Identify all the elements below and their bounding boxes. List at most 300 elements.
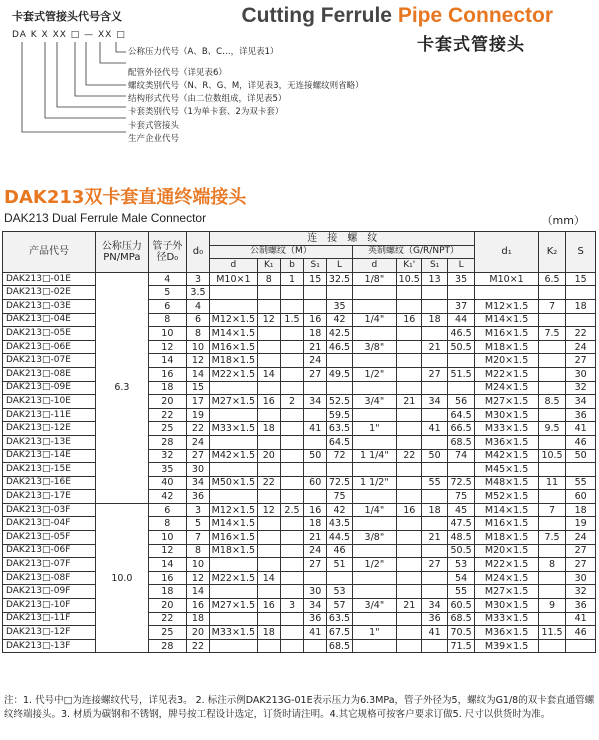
table-row — [3, 449, 596, 463]
cell-d1 — [475, 286, 538, 300]
cell-s: 60 — [566, 490, 596, 504]
cell-d1: M16×1.5 — [475, 517, 538, 531]
cell-s: 36 — [566, 599, 596, 613]
cell-s: 15 — [566, 272, 596, 286]
cell-s1: 21 — [304, 531, 327, 545]
cell-d1: M24×1.5 — [475, 381, 538, 395]
cell-code: DAK213□-09F — [3, 585, 96, 599]
cell-d1: M52×1.5 — [475, 490, 538, 504]
cell-l: 72 — [327, 449, 352, 463]
table-row — [3, 340, 596, 354]
cell-l: 42 — [327, 503, 352, 517]
cell-k1-imp — [397, 299, 422, 313]
cell-k1: 16 — [257, 395, 280, 409]
cell-k2 — [538, 612, 565, 626]
cell-k2 — [538, 585, 565, 599]
table-row — [3, 558, 596, 572]
table-row — [3, 517, 596, 531]
cell-thread-d-imp: 1/2" — [352, 367, 396, 381]
cell-l-imp: 68.5 — [447, 435, 475, 449]
cell-d0: 10 — [186, 558, 209, 572]
section-subtitle: DAK213 Dual Ferrule Male Connector — [4, 211, 207, 225]
cell-tube-od: 22 — [148, 408, 186, 422]
cell-thread-d-imp: 1" — [352, 422, 396, 436]
table-row — [3, 626, 596, 640]
col-thread-header: 连 接 螺 纹 — [210, 232, 475, 246]
cell-thread-d — [210, 490, 258, 504]
cell-k2: 9.5 — [538, 422, 565, 436]
cell-b — [280, 435, 303, 449]
cell-d0: 34 — [186, 476, 209, 490]
cell-l-imp — [447, 381, 475, 395]
cell-code: DAK213□-01E — [3, 272, 96, 286]
cell-thread-d-imp — [352, 286, 396, 300]
cell-k1 — [257, 340, 280, 354]
cell-s: 24 — [566, 531, 596, 545]
cell-k2: 11.5 — [538, 626, 565, 640]
cell-l: 32.5 — [327, 272, 352, 286]
cell-b — [280, 612, 303, 626]
cell-thread-d-imp: 1" — [352, 626, 396, 640]
cell-thread-d: M14×1.5 — [210, 327, 258, 341]
cell-s1-imp: 41 — [422, 626, 447, 640]
cell-k2: 6.5 — [538, 272, 565, 286]
cell-s1 — [304, 463, 327, 477]
cell-thread-d-imp: 1/4" — [352, 503, 396, 517]
cell-d1: M20×1.5 — [475, 544, 538, 558]
cell-b — [280, 490, 303, 504]
cell-s1-imp — [422, 299, 447, 313]
cell-l-imp: 50.5 — [447, 340, 475, 354]
col-d-imp-header: d — [352, 259, 396, 273]
cell-k2: 9 — [538, 599, 565, 613]
cell-s1: 18 — [304, 517, 327, 531]
cell-k2: 7 — [538, 503, 565, 517]
cell-l — [327, 354, 352, 368]
cell-tube-od: 5 — [148, 286, 186, 300]
cell-s1-imp: 50 — [422, 449, 447, 463]
cell-d1: M12×1.5 — [475, 299, 538, 313]
cell-k2: 8 — [538, 558, 565, 572]
cell-b: 3 — [280, 599, 303, 613]
cell-l-imp: 74 — [447, 449, 475, 463]
cell-b — [280, 367, 303, 381]
cell-b — [280, 626, 303, 640]
cell-k2: 11 — [538, 476, 565, 490]
cell-thread-d-imp: 1 1/2" — [352, 476, 396, 490]
cell-k1: 18 — [257, 626, 280, 640]
cell-code: DAK213□-08F — [3, 571, 96, 585]
legend-item: 生产企业代号 — [128, 134, 180, 144]
cell-s1-imp — [422, 286, 447, 300]
cell-s1-imp — [422, 381, 447, 395]
cell-thread-d-imp: 3/8" — [352, 340, 396, 354]
cell-thread-d-imp — [352, 327, 396, 341]
cell-tube-od: 42 — [148, 490, 186, 504]
cell-s: 32 — [566, 585, 596, 599]
cell-thread-d — [210, 286, 258, 300]
cell-code: DAK213□-09E — [3, 381, 96, 395]
cell-s1: 34 — [304, 599, 327, 613]
cell-tube-od: 8 — [148, 517, 186, 531]
cell-s — [566, 286, 596, 300]
cell-b — [280, 340, 303, 354]
cell-l: 67.5 — [327, 626, 352, 640]
cell-k1 — [257, 435, 280, 449]
cell-s: 30 — [566, 571, 596, 585]
cell-thread-d — [210, 639, 258, 653]
col-k2-header: K₂ — [538, 232, 565, 273]
cell-d0: 14 — [186, 367, 209, 381]
cell-k1 — [257, 463, 280, 477]
cell-d0: 12 — [186, 571, 209, 585]
cell-b — [280, 544, 303, 558]
footnote: 注：1. 代号中□为连接螺纹代号，详见表3。 2. 标注示例DAK213G-01E表示压力为6.3MPa，管子外径为5，螺纹为G1/8的双卡套直通管螺纹终端接头。3. 材质为碳钢和不锈钢，牌号按工程设计选定，订货时请注明。4.其它规格可按客户要求订做5. 尺寸以供货时为准。 — [4, 695, 595, 720]
cell-code: DAK213□-15E — [3, 463, 96, 477]
cell-k2: 7.5 — [538, 531, 565, 545]
cell-l — [327, 571, 352, 585]
table-row — [3, 544, 596, 558]
cell-thread-d-imp — [352, 354, 396, 368]
cell-d1: M14×1.5 — [475, 313, 538, 327]
cell-s1 — [304, 299, 327, 313]
cell-tube-od: 14 — [148, 558, 186, 572]
cell-tube-od: 18 — [148, 381, 186, 395]
cell-s1: 50 — [304, 449, 327, 463]
cell-l-imp: 64.5 — [447, 408, 475, 422]
cell-l-imp: 46.5 — [447, 327, 475, 341]
cell-l-imp: 44 — [447, 313, 475, 327]
cell-d1: M10×1 — [475, 272, 538, 286]
cell-b — [280, 531, 303, 545]
cell-d1: M42×1.5 — [475, 449, 538, 463]
cell-thread-d-imp: 3/4" — [352, 395, 396, 409]
cell-k1 — [257, 517, 280, 531]
cell-d0: 24 — [186, 435, 209, 449]
table-row — [3, 313, 596, 327]
cell-k2: 7.5 — [538, 327, 565, 341]
table-row — [3, 381, 596, 395]
cell-code: DAK213□-08E — [3, 367, 96, 381]
cell-l-imp: 35 — [447, 272, 475, 286]
table-row — [3, 408, 596, 422]
cell-l: 44.5 — [327, 531, 352, 545]
cell-thread-d-imp — [352, 585, 396, 599]
brand-title — [241, 4, 553, 28]
cell-s — [566, 639, 596, 653]
cell-k1 — [257, 612, 280, 626]
cell-s1 — [304, 571, 327, 585]
cell-tube-od: 20 — [148, 395, 186, 409]
cell-d0: 10 — [186, 340, 209, 354]
cell-d1: M24×1.5 — [475, 571, 538, 585]
cell-s1 — [304, 381, 327, 395]
cell-k1-imp — [397, 531, 422, 545]
cell-code: DAK213□-06E — [3, 340, 96, 354]
table-row — [3, 299, 596, 313]
cell-l-imp: 72.5 — [447, 476, 475, 490]
legend-item: 公称压力代号（A、B、C…，详见表1） — [128, 47, 279, 57]
cell-k1-imp — [397, 286, 422, 300]
cell-b — [280, 449, 303, 463]
cell-d0: 16 — [186, 599, 209, 613]
cell-b: 2 — [280, 395, 303, 409]
cell-s1-imp: 18 — [422, 313, 447, 327]
cell-k1: 8 — [257, 272, 280, 286]
cell-d1: M30×1.5 — [475, 408, 538, 422]
cell-tube-od: 35 — [148, 463, 186, 477]
cell-l: 63.5 — [327, 612, 352, 626]
cell-l-imp: 45 — [447, 503, 475, 517]
cell-thread-d — [210, 435, 258, 449]
cell-d0: 3.5 — [186, 286, 209, 300]
cell-tube-od: 18 — [148, 585, 186, 599]
cell-k1-imp — [397, 422, 422, 436]
cell-thread-d — [210, 612, 258, 626]
cell-d0: 8 — [186, 544, 209, 558]
table-row — [3, 463, 596, 477]
cell-l-imp: 55 — [447, 585, 475, 599]
cell-s: 30 — [566, 367, 596, 381]
cell-tube-od: 14 — [148, 354, 186, 368]
cell-s1 — [304, 435, 327, 449]
cell-k1 — [257, 585, 280, 599]
cell-thread-d: M16×1.5 — [210, 531, 258, 545]
cell-thread-d: M18×1.5 — [210, 354, 258, 368]
cell-k2 — [538, 435, 565, 449]
cell-k1 — [257, 490, 280, 504]
cell-k1 — [257, 531, 280, 545]
cell-s1-imp: 41 — [422, 422, 447, 436]
cell-l: 46 — [327, 544, 352, 558]
cell-d0: 7 — [186, 531, 209, 545]
cell-k1-imp — [397, 367, 422, 381]
cell-l-imp: 66.5 — [447, 422, 475, 436]
cell-k1-imp — [397, 612, 422, 626]
cell-k1 — [257, 354, 280, 368]
cell-s1 — [304, 408, 327, 422]
cell-s1: 27 — [304, 558, 327, 572]
cell-b: 1.5 — [280, 313, 303, 327]
table-row — [3, 503, 596, 517]
cell-thread-d-imp — [352, 490, 396, 504]
cell-d0: 27 — [186, 449, 209, 463]
cell-thread-d: M33×1.5 — [210, 422, 258, 436]
brand-prefix: Cutting Ferrule — [241, 4, 398, 27]
cell-l: 68.5 — [327, 639, 352, 653]
cell-s: 41 — [566, 612, 596, 626]
cell-d0: 18 — [186, 612, 209, 626]
cell-d0: 3 — [186, 272, 209, 286]
cell-b — [280, 354, 303, 368]
cell-s: 36 — [566, 408, 596, 422]
cell-l: 35 — [327, 299, 352, 313]
cell-s: 32 — [566, 381, 596, 395]
col-l-imp-header: L — [447, 259, 475, 273]
table-row — [3, 435, 596, 449]
cell-l — [327, 381, 352, 395]
cell-thread-d-imp — [352, 463, 396, 477]
cell-l: 42.5 — [327, 327, 352, 341]
cell-d0: 6 — [186, 313, 209, 327]
cell-d1: M18×1.5 — [475, 531, 538, 545]
cell-tube-od: 32 — [148, 449, 186, 463]
cell-s1-imp — [422, 435, 447, 449]
cell-d0: 4 — [186, 299, 209, 313]
cell-l: 53 — [327, 585, 352, 599]
cell-b — [280, 585, 303, 599]
cell-l-imp: 60.5 — [447, 599, 475, 613]
cell-d1: M36×1.5 — [475, 626, 538, 640]
cell-k1-imp — [397, 476, 422, 490]
cell-thread-d: M50×1.5 — [210, 476, 258, 490]
cell-k2: 8.5 — [538, 395, 565, 409]
cell-l-imp: 54 — [447, 571, 475, 585]
cell-l-imp: 37 — [447, 299, 475, 313]
cell-thread-d-imp: 3/8" — [352, 531, 396, 545]
cell-k1-imp: 16 — [397, 503, 422, 517]
cell-thread-d-imp: 1/8" — [352, 272, 396, 286]
cell-s1: 18 — [304, 327, 327, 341]
cell-s1: 24 — [304, 354, 327, 368]
cell-k2 — [538, 490, 565, 504]
cell-k1-imp — [397, 435, 422, 449]
cell-s: 55 — [566, 476, 596, 490]
brand-subtitle: 卡套式管接头 — [417, 35, 525, 55]
cell-s1: 41 — [304, 626, 327, 640]
cell-s1-imp — [422, 327, 447, 341]
cell-l-imp: 70.5 — [447, 626, 475, 640]
cell-l-imp: 56 — [447, 395, 475, 409]
cell-s1: 41 — [304, 422, 327, 436]
cell-l-imp — [447, 463, 475, 477]
cell-s1: 34 — [304, 395, 327, 409]
cell-b — [280, 517, 303, 531]
col-code-header: 产品代号 — [3, 232, 96, 273]
cell-l: 43.5 — [327, 517, 352, 531]
cell-thread-d: M16×1.5 — [210, 340, 258, 354]
col-metric-header: 公制螺纹（M） — [210, 245, 353, 259]
cell-k1: 22 — [257, 476, 280, 490]
cell-d1: M22×1.5 — [475, 558, 538, 572]
cell-l: 42 — [327, 313, 352, 327]
col-d0-header: d₀ — [186, 232, 209, 273]
cell-thread-d-imp — [352, 544, 396, 558]
cell-k2 — [538, 286, 565, 300]
cell-thread-d: M27×1.5 — [210, 395, 258, 409]
cell-thread-d: M18×1.5 — [210, 544, 258, 558]
cell-l-imp — [447, 354, 475, 368]
cell-l: 59.5 — [327, 408, 352, 422]
cell-thread-d-imp — [352, 299, 396, 313]
cell-l: 46.5 — [327, 340, 352, 354]
table-row — [3, 354, 596, 368]
spec-table — [2, 231, 596, 653]
unit-label: （mm） — [541, 214, 585, 227]
table-row — [3, 476, 596, 490]
table-row — [3, 272, 596, 286]
cell-l: 51 — [327, 558, 352, 572]
cell-d0: 8 — [186, 327, 209, 341]
cell-tube-od: 22 — [148, 612, 186, 626]
cell-k1-imp — [397, 327, 422, 341]
cell-b: 1 — [280, 272, 303, 286]
cell-d0: 19 — [186, 408, 209, 422]
cell-tube-od: 10 — [148, 327, 186, 341]
cell-s: 18 — [566, 503, 596, 517]
cell-k2 — [538, 571, 565, 585]
cell-tube-od: 20 — [148, 599, 186, 613]
cell-d0: 5 — [186, 517, 209, 531]
cell-k1: 14 — [257, 571, 280, 585]
table-row — [3, 612, 596, 626]
cell-k1: 12 — [257, 503, 280, 517]
cell-k1: 12 — [257, 313, 280, 327]
cell-d0: 14 — [186, 585, 209, 599]
table-row — [3, 531, 596, 545]
cell-code: DAK213□-14E — [3, 449, 96, 463]
cell-k2 — [538, 381, 565, 395]
col-imperial-header: 英制螺纹（G/R/NPT） — [352, 245, 475, 259]
cell-thread-d-imp: 1 1/4" — [352, 449, 396, 463]
cell-s: 19 — [566, 517, 596, 531]
cell-k1-imp — [397, 354, 422, 368]
brand-accent: Pipe Connector — [397, 4, 553, 27]
cell-pn: 6.3 — [95, 272, 148, 503]
cell-l-imp: 68.5 — [447, 612, 475, 626]
table-row — [3, 367, 596, 381]
col-d-header: d — [210, 259, 258, 273]
cell-tube-od: 12 — [148, 544, 186, 558]
cell-s1-imp — [422, 408, 447, 422]
cell-d0: 22 — [186, 422, 209, 436]
cell-k1-imp: 10.5 — [397, 272, 422, 286]
cell-k1-imp — [397, 626, 422, 640]
cell-k2 — [538, 340, 565, 354]
cell-k1-imp — [397, 571, 422, 585]
cell-thread-d — [210, 463, 258, 477]
legend-item: 卡套类别代号（1为单卡套、2为双卡套） — [128, 107, 284, 117]
legend-title: 卡套式管接头代号含义 — [12, 10, 122, 23]
table-row — [3, 395, 596, 409]
cell-code: DAK213□-12E — [3, 422, 96, 436]
cell-thread-d — [210, 558, 258, 572]
cell-l-imp: 48.5 — [447, 531, 475, 545]
cell-k1: 18 — [257, 422, 280, 436]
cell-b — [280, 571, 303, 585]
legend-item: 螺纹类别代号（N、R、G、M，详见表3，无连接螺纹则省略） — [128, 81, 364, 91]
cell-code: DAK213□-05E — [3, 327, 96, 341]
cell-s1-imp — [422, 517, 447, 531]
cell-s1: 27 — [304, 367, 327, 381]
cell-d1: M36×1.5 — [475, 435, 538, 449]
cell-d0: 3 — [186, 503, 209, 517]
cell-k2 — [538, 354, 565, 368]
cell-thread-d: M10×1 — [210, 272, 258, 286]
cell-thread-d: M22×1.5 — [210, 367, 258, 381]
cell-s1-imp: 55 — [422, 476, 447, 490]
cell-s1-imp: 13 — [422, 272, 447, 286]
cell-b — [280, 558, 303, 572]
cell-s: 24 — [566, 340, 596, 354]
cell-thread-d-imp — [352, 571, 396, 585]
cell-tube-od: 4 — [148, 272, 186, 286]
cell-l-imp: 47.5 — [447, 517, 475, 531]
cell-s: 34 — [566, 395, 596, 409]
table-row — [3, 639, 596, 653]
cell-d1: M27×1.5 — [475, 585, 538, 599]
cell-d1: M22×1.5 — [475, 367, 538, 381]
